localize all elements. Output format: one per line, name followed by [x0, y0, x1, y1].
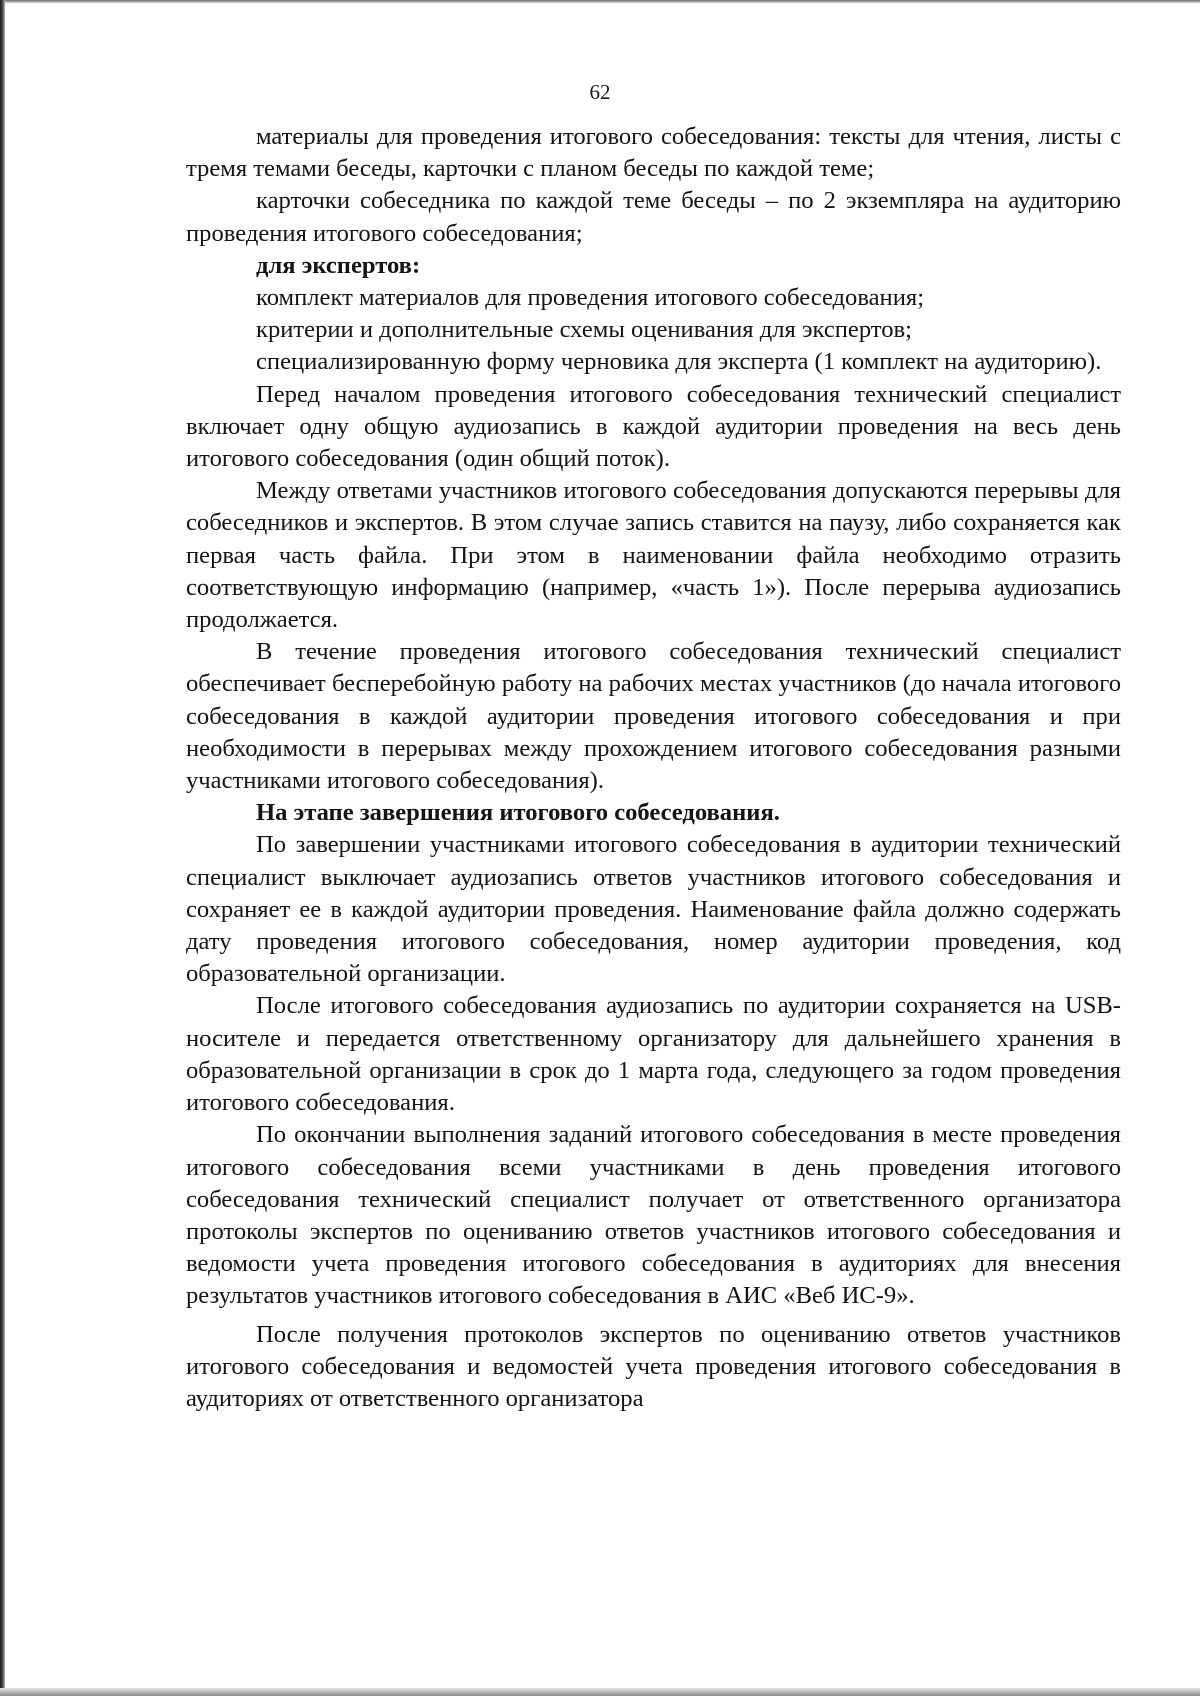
heading-for-experts: для экспертов: [256, 251, 421, 279]
paragraph-breaks: Между ответами участников итогового собеседования допускаются перерывы для собеседников и экспертов. В этом случае запись ставится на паузу, либо сохраняется как первая часть файла. При этом в наименовании файла необходимо отразить соответствующую информацию (например, «часть 1»). После перерыва аудиозапись продолжается. [186, 477, 1121, 634]
paragraph-draft-form: специализированную форму черновика для эксперта (1 комплект на аудиторию). [256, 348, 1102, 376]
document-body [186, 121, 1121, 1415]
paragraph-before-start: Перед началом проведения итогового собеседования технический специалист включает одну общую аудиозапись в каждой аудитории проведения на весь день итогового собеседования (один общий поток). [186, 380, 1121, 473]
scan-edge-bottom [0, 1688, 1200, 1696]
paragraph-after-completion: По завершении участниками итогового собеседования в аудитории технический специалист выключает аудиозапись ответов участников итогового собеседования и сохраняет ее в каждой аудитории проведения. Наименование файла должно содержать дату проведения итогового собеседования, номер аудитории проведения, код образовательной организации. [186, 831, 1121, 988]
paragraph-materials-set: комплект материалов для проведения итогового собеседования; [256, 284, 925, 312]
paragraph-interlocutor-cards: карточки собеседника по каждой теме беседы – по 2 экземпляра на аудиторию проведения итогового собеседования; [186, 187, 1121, 247]
paragraph-criteria: критерии и дополнительные схемы оценивания для экспертов; [256, 316, 912, 344]
heading-completion-stage: На этапе завершения итогового собеседования. [256, 799, 780, 827]
paragraph-after-receiving: После получения протоколов экспертов по оцениванию ответов участников итогового собеседования и ведомостей учета проведения итогового собеседования в аудиториях от ответственного организатора [186, 1320, 1121, 1412]
scan-edge-left [0, 0, 5, 1696]
paragraph-materials: материалы для проведения итогового собеседования: тексты для чтения, листы с тремя темами беседы, карточки с планом беседы по каждой теме; [186, 123, 1121, 183]
paragraph-usb-storage: После итогового собеседования аудиозапись по аудитории сохраняется на USB-носителе и передается ответственному организатору для дальнейшего хранения в образовательной организации в срок до 1 марта года, следующего за годом проведения итогового собеседования. [186, 992, 1121, 1117]
paragraph-during: В течение проведения итогового собеседования технический специалист обеспечивает бесперебойную работу на рабочих местах участников (до начала итогового собеседования в каждой аудитории проведения итогового собеседования и при необходимости в перерывах между прохождением итогового собеседования разными участниками итогового собеседования). [186, 638, 1121, 795]
scan-edge-top [0, 0, 1200, 3]
page-number: 62 [589, 80, 611, 104]
paragraph-protocols: По окончании выполнения заданий итогового собеседования в месте проведения итогового собеседования всеми участниками в день проведения итогового собеседования технический специалист получает от ответственного организатора протоколы экспертов по оцениванию ответов участников итогового собеседования и ведомости учета проведения итогового собеседования в аудиториях для внесения результатов участников итогового собеседования в АИС «Веб ИС-9». [186, 1121, 1121, 1310]
